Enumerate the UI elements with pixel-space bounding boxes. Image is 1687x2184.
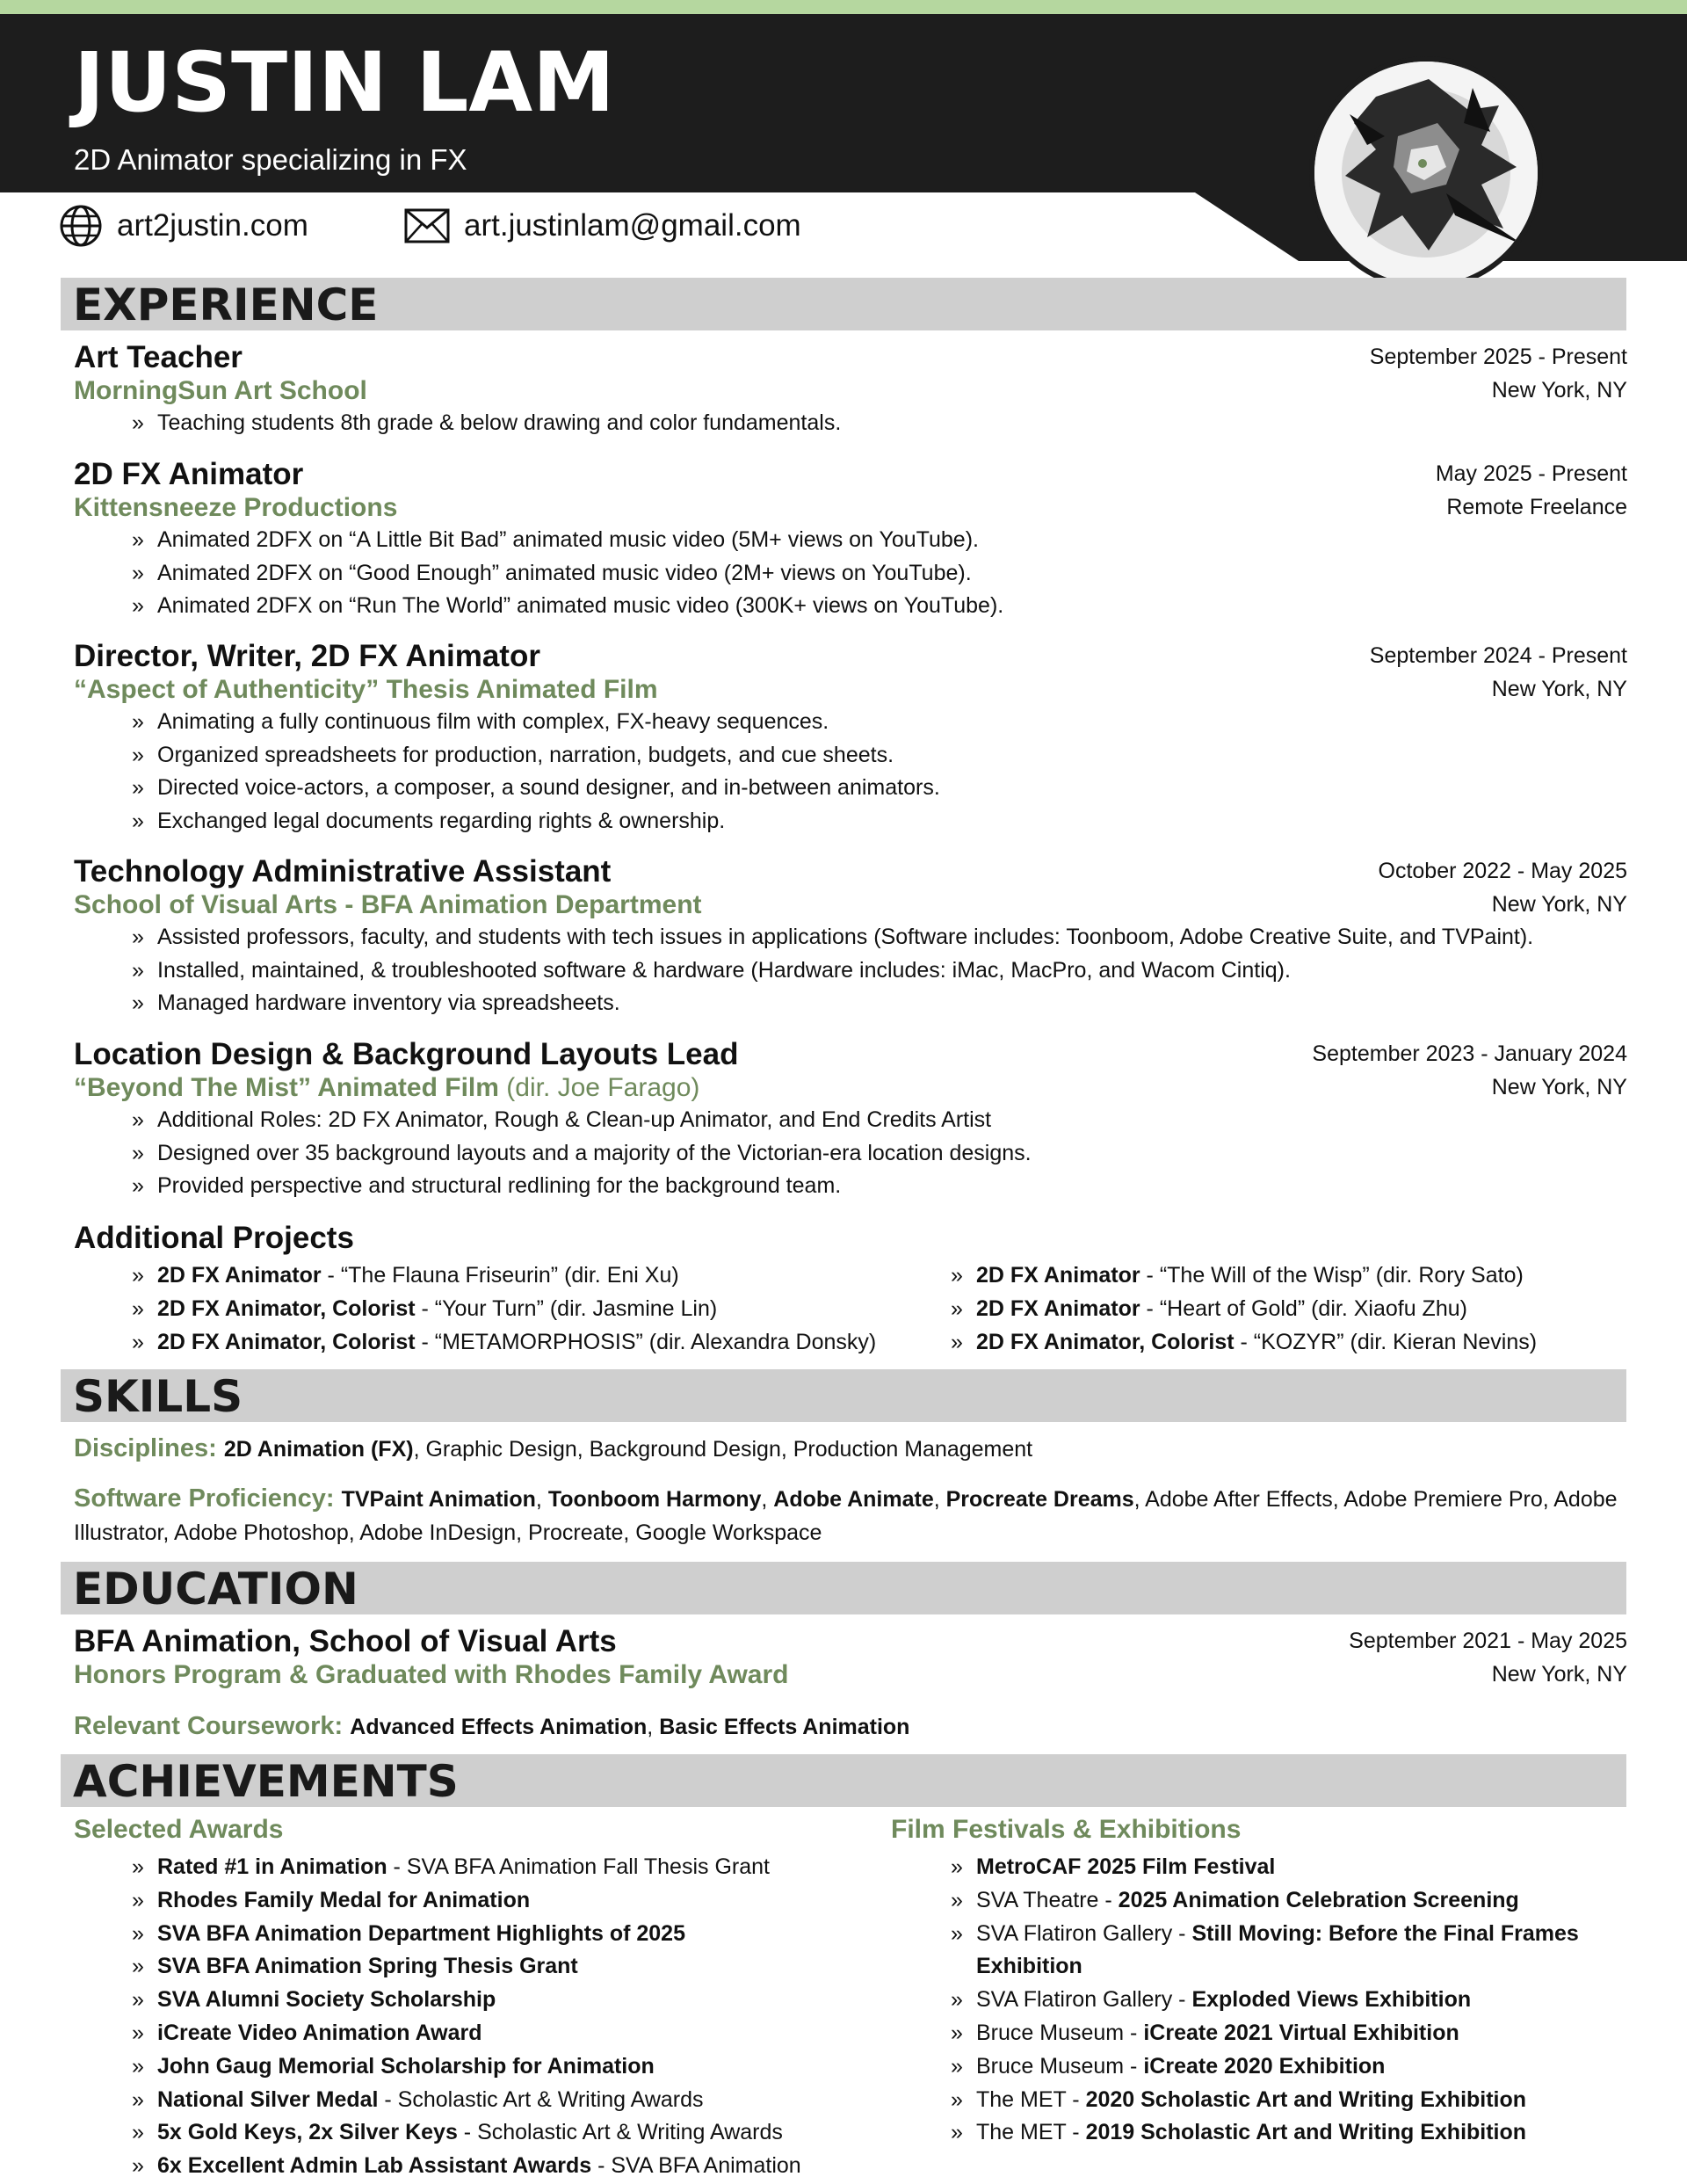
- awards-heading: Selected Awards: [74, 1815, 284, 1844]
- list-item: » The MET - 2020 Scholastic Art and Writing Exhibition: [951, 2084, 1601, 2117]
- list-item: » Designed over 35 background layouts and a majority of the Victorian-era location designs.: [132, 1137, 1627, 1171]
- list-item: » 2D FX Animator, Colorist - “METAMORPHOSIS” (dir. Alexandra Donsky): [132, 1326, 951, 1360]
- list-item: » 2D FX Animator - “The Flauna Friseurin” (dir. Eni Xu): [132, 1259, 951, 1293]
- honors: Honors Program & Graduated with Rhodes Family Award: [74, 1660, 789, 1689]
- candidate-tagline: 2D Animator specializing in FX: [74, 143, 467, 176]
- profile-avatar: [1309, 56, 1543, 290]
- job-entry-2d-fx-animator: [74, 457, 1627, 623]
- job-dates: September 2023 - January 2024: [1312, 1041, 1627, 1066]
- job-entry-art-teacher: [74, 340, 1627, 440]
- candidate-name: JUSTIN LAM: [74, 35, 615, 131]
- job-location: New York, NY: [1491, 677, 1627, 701]
- job-entry-location-design: [74, 1037, 1627, 1203]
- email-link[interactable]: art.justinlam@gmail.com: [464, 208, 801, 243]
- job-title: 2D FX Animator: [74, 457, 304, 491]
- list-item: » National Silver Medal - Scholastic Art & Writing Awards: [132, 2084, 887, 2117]
- job-title: Director, Writer, 2D FX Animator: [74, 639, 540, 673]
- email-contact[interactable]: [404, 204, 801, 248]
- list-item: » Animating a fully continuous film with complex, FX-heavy sequences.: [132, 706, 1627, 739]
- job-dates: September 2025 - Present: [1369, 345, 1627, 369]
- list-item: » The MET - 2019 Scholastic Art and Writing Exhibition: [951, 2116, 1601, 2150]
- additional-projects-lists: [132, 1259, 1566, 1359]
- job-organization: School of Visual Arts - BFA Animation Department: [74, 890, 702, 919]
- skills-heading: SKILLS: [73, 1371, 243, 1422]
- list-item: » Teaching students 8th grade & below drawing and color fundamentals.: [132, 407, 1627, 440]
- list-item: » Additional Roles: 2D FX Animator, Rough & Clean-up Animator, and End Credits Artist: [132, 1104, 1627, 1137]
- job-organization: Kittensneeze Productions: [74, 493, 398, 522]
- list-item: » SVA BFA Animation Department Highlights of 2025: [132, 1918, 887, 1951]
- list-item: » Animated 2DFX on “A Little Bit Bad” animated music video (5M+ views on YouTube).: [132, 524, 1627, 557]
- mail-icon: [404, 208, 450, 243]
- experience-section-bar: [61, 278, 1626, 330]
- software-label: Software Proficiency:: [74, 1484, 342, 1513]
- achievements-section-bar: [61, 1754, 1626, 1807]
- job-org-director: (dir. Joe Farago): [498, 1073, 700, 1102]
- festivals-list: [951, 1851, 1601, 2150]
- job-location: New York, NY: [1491, 1075, 1627, 1099]
- awards-list: [132, 1851, 887, 2183]
- list-item: » Directed voice-actors, a composer, a sound designer, and in-between animators.: [132, 772, 1627, 805]
- job-dates: October 2022 - May 2025: [1378, 859, 1627, 883]
- education-entry: [74, 1624, 1627, 1691]
- top-accent-bar: [0, 0, 1687, 14]
- job-bullets: [132, 407, 1627, 440]
- list-item: » Provided perspective and structural redlining for the background team.: [132, 1170, 1627, 1203]
- education-meta: [1349, 1624, 1627, 1691]
- list-item: » SVA Flatiron Gallery - Exploded Views Exhibition: [951, 1984, 1601, 2017]
- list-item: » Animated 2DFX on “Good Enough” animated music video (2M+ views on YouTube).: [132, 557, 1627, 591]
- list-item: » Managed hardware inventory via spreadsheets.: [132, 987, 1627, 1020]
- additional-projects-heading: Additional Projects: [74, 1221, 354, 1255]
- list-item: » Animated 2DFX on “Run The World” animated music video (300K+ views on YouTube).: [132, 590, 1627, 623]
- job-meta: [1379, 854, 1628, 921]
- job-meta: [1370, 340, 1627, 407]
- education-dates: September 2021 - May 2025: [1349, 1629, 1627, 1653]
- job-meta: [1436, 457, 1627, 524]
- list-item: » Installed, maintained, & troubleshooted software & hardware (Hardware includes: iMac, MacPro, and Wacom Cintiq).: [132, 954, 1627, 988]
- job-meta: [1370, 639, 1627, 706]
- list-item: » MetroCAF 2025 Film Festival: [951, 1851, 1601, 1884]
- list-item: » 2D FX Animator - “The Will of the Wisp” (dir. Rory Sato): [951, 1259, 1566, 1293]
- job-bullets: [132, 1104, 1627, 1203]
- list-item: » Assisted professors, faculty, and students with tech issues in applications (Software includes: Toonboom, Adobe Creative Suite, and TVPaint).: [132, 921, 1627, 954]
- coursework-line: Relevant Coursework: Advanced Effects Animation, Basic Effects Animation: [74, 1712, 910, 1740]
- software-line: Software Proficiency: TVPaint Animation, Toonboom Harmony, Adobe Animate, Procreate Dreams, Adobe After Effects, Adobe Premiere Pro, Adobe Illustrator, Adobe Photoshop, Adobe InDesign, Procreate, Google Workspace: [74, 1484, 1618, 1545]
- job-dates: September 2024 - Present: [1369, 643, 1627, 668]
- festivals-heading: Film Festivals & Exhibitions: [891, 1815, 1242, 1844]
- job-title: Technology Administrative Assistant: [74, 854, 612, 889]
- job-title: Art Teacher: [74, 340, 243, 374]
- list-item: » 5x Gold Keys, 2x Silver Keys - Scholastic Art & Writing Awards: [132, 2116, 887, 2150]
- list-item: » Exchanged legal documents regarding rights & ownership.: [132, 805, 1627, 838]
- job-meta: [1312, 1037, 1627, 1104]
- list-item: » Rated #1 in Animation - SVA BFA Animation Fall Thesis Grant: [132, 1851, 887, 1884]
- coursework-label: Relevant Coursework:: [74, 1712, 351, 1740]
- education-section-bar: [61, 1562, 1626, 1614]
- list-item: » 6x Excellent Admin Lab Assistant Awards - SVA BFA Animation: [132, 2150, 887, 2183]
- additional-projects: [74, 1221, 1627, 1255]
- job-dates: May 2025 - Present: [1435, 461, 1627, 486]
- job-bullets: [132, 921, 1627, 1020]
- disciplines-line: Disciplines: 2D Animation (FX), Graphic Design, Background Design, Production Management: [74, 1434, 1033, 1462]
- job-bullets: [132, 524, 1627, 623]
- job-organization: “Aspect of Authenticity” Thesis Animated Film: [74, 675, 658, 704]
- experience-heading: EXPERIENCE: [73, 279, 379, 330]
- job-title: Location Design & Background Layouts Lead: [74, 1037, 739, 1071]
- education-location: New York, NY: [1491, 1662, 1627, 1687]
- job-entry-director: [74, 639, 1627, 838]
- character-portrait-icon: [1314, 62, 1538, 285]
- list-item: » Rhodes Family Medal for Animation: [132, 1884, 887, 1918]
- skills-section-bar: [61, 1369, 1626, 1422]
- list-item: » 2D FX Animator, Colorist - “Your Turn” (dir. Jasmine Lin): [132, 1293, 951, 1326]
- job-bullets: [132, 706, 1627, 838]
- website-contact[interactable]: [59, 204, 308, 248]
- additional-projects-left: [132, 1259, 951, 1359]
- website-link[interactable]: art2justin.com: [117, 208, 308, 243]
- list-item: » SVA BFA Animation Spring Thesis Grant: [132, 1950, 887, 1984]
- list-item: » Bruce Museum - iCreate 2021 Virtual Exhibition: [951, 2017, 1601, 2050]
- job-location: Remote Freelance: [1446, 495, 1627, 519]
- list-item: » 2D FX Animator - “Heart of Gold” (dir. Xiaofu Zhu): [951, 1293, 1566, 1326]
- degree: BFA Animation, School of Visual Arts: [74, 1624, 617, 1658]
- list-item: » iCreate Video Animation Award: [132, 2017, 887, 2050]
- job-entry-tech-assistant: [74, 854, 1627, 1020]
- disciplines-label: Disciplines:: [74, 1434, 224, 1462]
- globe-icon: [59, 204, 103, 248]
- job-org-name: “Beyond The Mist” Animated Film: [74, 1073, 499, 1102]
- list-item: » SVA Flatiron Gallery - Still Moving: Before the Final Frames Exhibition: [951, 1918, 1601, 1984]
- list-item: » Organized spreadsheets for production, narration, budgets, and cue sheets.: [132, 739, 1627, 773]
- job-location: New York, NY: [1491, 378, 1627, 403]
- list-item: » SVA Theatre - 2025 Animation Celebration Screening: [951, 1884, 1601, 1918]
- job-location: New York, NY: [1491, 892, 1627, 917]
- list-item: » John Gaug Memorial Scholarship for Animation: [132, 2050, 887, 2084]
- list-item: » SVA Alumni Society Scholarship: [132, 1984, 887, 2017]
- additional-projects-right: [951, 1259, 1566, 1359]
- education-heading: EDUCATION: [73, 1564, 358, 1614]
- list-item: » Bruce Museum - iCreate 2020 Exhibition: [951, 2050, 1601, 2084]
- achievements-heading: ACHIEVEMENTS: [73, 1756, 459, 1807]
- job-organization: MorningSun Art School: [74, 376, 367, 405]
- list-item: » 2D FX Animator, Colorist - “KOZYR” (dir. Kieran Nevins): [951, 1326, 1566, 1360]
